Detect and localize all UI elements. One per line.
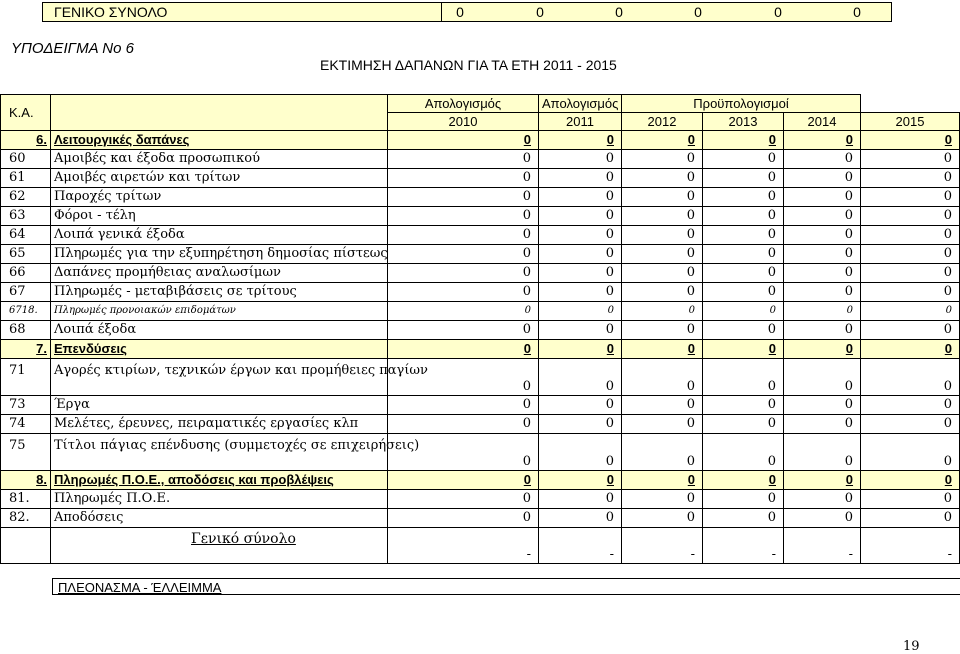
row-value-2013: 0: [703, 188, 784, 207]
row-value-2011: 0: [539, 509, 622, 528]
row-label: Λοιπά έξοδα: [51, 321, 388, 340]
row-value-2011: 0: [539, 264, 622, 283]
table-row: [1, 321, 960, 340]
summary-bar: [42, 2, 892, 22]
row-value-2013: 0: [703, 359, 784, 396]
row-value-2015: 0: [861, 434, 960, 471]
row-value-2015: 0: [861, 321, 960, 340]
row-label: Έργα: [51, 396, 388, 415]
table-row: [1, 131, 960, 150]
row-value-2013: 0: [703, 340, 784, 359]
table-row: [1, 150, 960, 169]
table-row: [1, 207, 960, 226]
row-label: Παροχές τρίτων: [51, 188, 388, 207]
row-code: 67: [1, 283, 51, 302]
row-value-2011: 0: [539, 207, 622, 226]
table-row: [1, 509, 960, 528]
header-year-2014: 2014: [784, 113, 861, 131]
summary-value-2014: 0: [774, 4, 782, 20]
row-value-2011: 0: [539, 188, 622, 207]
row-label: Αμοιβές και έξοδα προσωπικού: [51, 150, 388, 169]
row-value-2013: 0: [703, 302, 784, 321]
row-value-2015: 0: [861, 264, 960, 283]
row-value-2014: 0: [784, 245, 861, 264]
row-value-2014: 0: [784, 226, 861, 245]
row-value-2010: 0: [388, 471, 539, 490]
row-value-2010: 0: [388, 302, 539, 321]
row-value-2012: 0: [622, 396, 703, 415]
header-ka: Κ.Α.: [1, 95, 51, 131]
row-value-2012: 0: [622, 264, 703, 283]
row-value-2013: 0: [703, 321, 784, 340]
row-value-2010: 0: [388, 359, 539, 396]
table-row: [1, 226, 960, 245]
summary-value-2015: 0: [853, 4, 861, 20]
row-value-2015: 0: [861, 131, 960, 150]
row-value-2014: 0: [784, 415, 861, 434]
row-value-2010: 0: [388, 169, 539, 188]
row-code: 74: [1, 415, 51, 434]
row-label: Φόροι - τέλη: [51, 207, 388, 226]
row-value-2014: 0: [784, 264, 861, 283]
row-value-2011: 0: [539, 490, 622, 509]
row-value-2015: 0: [861, 509, 960, 528]
total-value-2010: -: [388, 528, 539, 564]
row-label: Αποδόσεις: [51, 509, 388, 528]
row-value-2011: 0: [539, 245, 622, 264]
row-value-2014: 0: [784, 302, 861, 321]
row-value-2015: 0: [861, 359, 960, 396]
total-label: Γενικό σύνολο: [51, 528, 388, 564]
row-value-2010: 0: [388, 131, 539, 150]
row-value-2015: 0: [861, 415, 960, 434]
row-value-2010: 0: [388, 321, 539, 340]
row-value-2011: 0: [539, 340, 622, 359]
row-label: Αμοιβές αιρετών και τρίτων: [51, 169, 388, 188]
row-value-2012: 0: [622, 471, 703, 490]
row-code: 73: [1, 396, 51, 415]
row-value-2015: 0: [861, 226, 960, 245]
row-code: 71: [1, 359, 51, 396]
row-value-2012: 0: [622, 321, 703, 340]
table-row: [1, 490, 960, 509]
row-value-2013: 0: [703, 283, 784, 302]
row-value-2014: 0: [784, 188, 861, 207]
row-value-2011: 0: [539, 434, 622, 471]
row-value-2013: 0: [703, 434, 784, 471]
header-description: [51, 95, 388, 131]
row-value-2012: 0: [622, 509, 703, 528]
row-value-2010: 0: [388, 226, 539, 245]
row-value-2010: 0: [388, 264, 539, 283]
row-value-2014: 0: [784, 207, 861, 226]
total-value-2012: -: [622, 528, 703, 564]
row-value-2011: 0: [539, 150, 622, 169]
summary-divider: [441, 3, 442, 21]
row-label: Πληρωμές Π.Ο.Ε.: [51, 490, 388, 509]
header-budget: Προϋπολογισμοί: [622, 95, 861, 113]
row-value-2012: 0: [622, 340, 703, 359]
row-value-2010: 0: [388, 396, 539, 415]
table-row: [1, 188, 960, 207]
row-value-2014: 0: [784, 471, 861, 490]
row-code: 61: [1, 169, 51, 188]
table-row: [1, 169, 960, 188]
row-value-2010: 0: [388, 245, 539, 264]
table-row: [1, 302, 960, 321]
row-label: Αγορές κτιρίων, τεχνικών έργων και προμήθειες παγίων: [51, 359, 388, 396]
summary-label: ΓΕΝΙΚΟ ΣΥΝΟΛΟ: [54, 4, 168, 20]
row-value-2011: 0: [539, 169, 622, 188]
table-row: [1, 340, 960, 359]
row-value-2015: 0: [861, 245, 960, 264]
row-value-2015: 0: [861, 490, 960, 509]
row-label: Τίτλοι πάγιας επένδυσης (συμμετοχές σε επιχειρήσεις): [51, 434, 388, 471]
row-label: Επενδύσεις: [51, 340, 388, 359]
row-value-2012: 0: [622, 131, 703, 150]
table-row: [1, 283, 960, 302]
table-row: [1, 264, 960, 283]
row-value-2013: 0: [703, 471, 784, 490]
row-value-2011: 0: [539, 359, 622, 396]
row-value-2012: 0: [622, 283, 703, 302]
total-row: [1, 528, 960, 564]
row-value-2011: 0: [539, 471, 622, 490]
row-value-2015: 0: [861, 302, 960, 321]
row-value-2013: 0: [703, 490, 784, 509]
expense-table: [0, 94, 960, 564]
row-value-2012: 0: [622, 207, 703, 226]
summary-value-2012: 0: [615, 4, 623, 20]
header-actual-2: Απολογισμός: [539, 95, 622, 113]
row-value-2013: 0: [703, 396, 784, 415]
row-label: Πληρωμές για την εξυπηρέτηση δημοσίας πίστεως: [51, 245, 388, 264]
row-value-2013: 0: [703, 415, 784, 434]
row-label: Πληρωμές προνοιακών επιδομάτων: [51, 302, 388, 321]
total-value-2013: -: [703, 528, 784, 564]
row-label: Πληρωμές - μεταβιβάσεις σε τρίτους: [51, 283, 388, 302]
row-value-2014: 0: [784, 434, 861, 471]
total-value-2014: -: [784, 528, 861, 564]
row-value-2015: 0: [861, 283, 960, 302]
row-value-2014: 0: [784, 283, 861, 302]
row-code: 63: [1, 207, 51, 226]
row-code: 62: [1, 188, 51, 207]
row-value-2013: 0: [703, 207, 784, 226]
summary-value-2013: 0: [694, 4, 702, 20]
row-value-2011: 0: [539, 131, 622, 150]
row-value-2014: 0: [784, 131, 861, 150]
row-value-2014: 0: [784, 169, 861, 188]
row-value-2014: 0: [784, 150, 861, 169]
row-value-2010: 0: [388, 509, 539, 528]
row-value-2012: 0: [622, 359, 703, 396]
total-value-2015: -: [861, 528, 960, 564]
row-label: Μελέτες, έρευνες, πειραματικές εργασίες κλπ: [51, 415, 388, 434]
example-label: ΥΠΟΔΕΙΓΜΑ Νο 6: [11, 40, 134, 57]
row-value-2011: 0: [539, 415, 622, 434]
row-value-2014: 0: [784, 359, 861, 396]
row-value-2010: 0: [388, 188, 539, 207]
table-row: [1, 434, 960, 471]
row-code: 68: [1, 321, 51, 340]
row-label: Πληρωμές Π.Ο.Ε., αποδόσεις και προβλέψεις: [51, 471, 388, 490]
table-row: [1, 245, 960, 264]
row-value-2014: 0: [784, 396, 861, 415]
row-value-2015: 0: [861, 169, 960, 188]
row-value-2011: 0: [539, 283, 622, 302]
header-year-2010: 2010: [388, 113, 539, 131]
table-row: [1, 471, 960, 490]
row-code: 82.: [1, 509, 51, 528]
row-value-2012: 0: [622, 150, 703, 169]
row-value-2012: 0: [622, 434, 703, 471]
summary-value-2011: 0: [536, 4, 544, 20]
header-actual-1: Απολογισμός: [388, 95, 539, 113]
row-value-2013: 0: [703, 169, 784, 188]
row-value-2010: 0: [388, 207, 539, 226]
row-value-2015: 0: [861, 207, 960, 226]
row-value-2015: 0: [861, 340, 960, 359]
row-value-2013: 0: [703, 264, 784, 283]
row-value-2012: 0: [622, 188, 703, 207]
row-value-2011: 0: [539, 226, 622, 245]
row-code: 8.: [1, 471, 51, 490]
row-code: 6.: [1, 131, 51, 150]
row-value-2014: 0: [784, 340, 861, 359]
row-value-2012: 0: [622, 245, 703, 264]
row-value-2012: 0: [622, 226, 703, 245]
row-value-2010: 0: [388, 150, 539, 169]
row-label: Λειτουργικές δαπάνες: [51, 131, 388, 150]
row-code: 7.: [1, 340, 51, 359]
row-code: 64: [1, 226, 51, 245]
row-value-2014: 0: [784, 509, 861, 528]
row-value-2014: 0: [784, 490, 861, 509]
header-year-2013: 2013: [703, 113, 784, 131]
row-code: 6718.: [1, 302, 51, 321]
row-code: 81.: [1, 490, 51, 509]
header-row-1: [1, 95, 960, 113]
row-code: 75: [1, 434, 51, 471]
row-value-2014: 0: [784, 321, 861, 340]
row-value-2011: 0: [539, 321, 622, 340]
row-value-2011: 0: [539, 396, 622, 415]
row-label: Λοιπά γενικά έξοδα: [51, 226, 388, 245]
row-value-2013: 0: [703, 509, 784, 528]
row-value-2013: 0: [703, 226, 784, 245]
row-value-2012: 0: [622, 415, 703, 434]
row-value-2015: 0: [861, 396, 960, 415]
header-year-2011: 2011: [539, 113, 622, 131]
row-value-2015: 0: [861, 150, 960, 169]
row-value-2015: 0: [861, 471, 960, 490]
row-value-2010: 0: [388, 415, 539, 434]
header-year-2012: 2012: [622, 113, 703, 131]
row-value-2015: 0: [861, 188, 960, 207]
total-value-2011: -: [539, 528, 622, 564]
row-value-2010: 0: [388, 340, 539, 359]
row-value-2012: 0: [622, 490, 703, 509]
document-title: ΕΚΤΙΜΗΣΗ ΔΑΠΑΝΩΝ ΓΙΑ ΤΑ ΕΤΗ 2011 - 2015: [320, 57, 617, 73]
row-value-2012: 0: [622, 169, 703, 188]
page-number: 19: [903, 639, 920, 654]
summary-value-2010: 0: [456, 4, 464, 20]
header-year-2015: 2015: [861, 113, 960, 131]
row-label: Δαπάνες προμήθειας αναλωσίμων: [51, 264, 388, 283]
row-code: 66: [1, 264, 51, 283]
row-value-2010: 0: [388, 434, 539, 471]
row-value-2010: 0: [388, 490, 539, 509]
row-value-2012: 0: [622, 302, 703, 321]
table-row: [1, 359, 960, 396]
row-code: 65: [1, 245, 51, 264]
row-value-2013: 0: [703, 245, 784, 264]
total-code: [1, 528, 51, 564]
table-row: [1, 396, 960, 415]
row-value-2011: 0: [539, 302, 622, 321]
surplus-label: ΠΛΕΟΝΑΣΜΑ - ΈΛΛΕΙΜΜΑ: [58, 580, 222, 595]
row-value-2013: 0: [703, 131, 784, 150]
row-value-2010: 0: [388, 283, 539, 302]
row-code: 60: [1, 150, 51, 169]
table-row: [1, 415, 960, 434]
row-value-2013: 0: [703, 150, 784, 169]
